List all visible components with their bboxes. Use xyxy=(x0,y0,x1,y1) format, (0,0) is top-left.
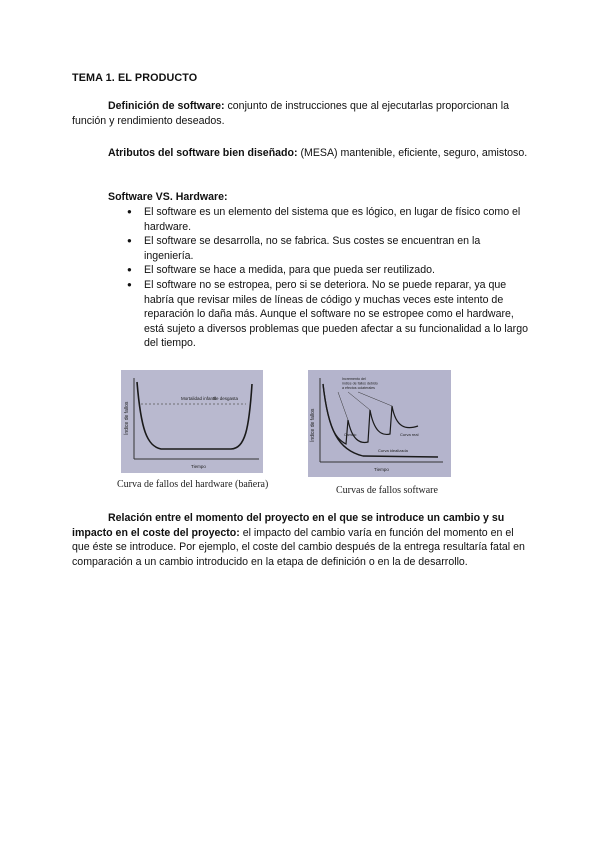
hw-xlabel: Tiempo xyxy=(191,464,206,469)
hw-ylabel: Índice de fallos xyxy=(124,401,130,435)
sw-label-top: Incremento del índice de fallos debido a efectos colaterales xyxy=(342,377,378,390)
attributes-paragraph xyxy=(72,146,532,161)
definition-paragraph xyxy=(72,99,532,128)
software-vs-hardware-list xyxy=(127,205,532,351)
hardware-failure-chart xyxy=(121,370,263,473)
software-failure-figure xyxy=(308,370,451,477)
software-vs-hardware-heading: Software VS. Hardware: xyxy=(108,191,228,203)
definition-text: conjunto de instrucciones que al ejecutarlas proporcionan la función y rendimiento deseados. xyxy=(72,100,509,127)
relation-label: Relación entre el momento del proyecto en el que se introduce un cambio y su impacto en el coste del proyecto: xyxy=(72,512,505,539)
list-item: ● El software no se estropea, pero si se deteriora. No se puede reparar, ya que habría que revisar miles de líneas de código y muchas veces este intento de reparación lo daña más. Aunque el software no se estropee como el hardware, está sujeto a diversos problemas que pueden afectar a su funcionalidad a lo largo del tiempo. xyxy=(127,278,532,351)
definition-label: Definición de software: xyxy=(108,100,225,112)
attributes-label: Atributos del software bien diseñado: xyxy=(108,147,298,159)
list-item: ● El software se hace a medida, para que pueda ser reutilizado. xyxy=(127,263,532,278)
relation-text: el impacto del cambio varía en función del momento en el que éste se introduce. Por ejemplo, el coste del cambio después de la entrega resultaría fatal en comparación a un cambio introducido en la etapa de definición o en la de desarrollo. xyxy=(72,526,525,568)
sw-xlabel: Tiempo xyxy=(374,467,389,472)
hw-label-left: Mortalidad infantil xyxy=(181,396,217,401)
sw-label-change: Cambio xyxy=(344,433,357,437)
sw-ylabel: Índice de fallos xyxy=(310,408,316,442)
hw-label-right: Se desgasta xyxy=(213,396,239,401)
hardware-figure-caption: Curva de fallos del hardware (bañera) xyxy=(117,479,269,490)
sw-label-real: Curva real xyxy=(400,432,419,437)
sw-label-ideal: Curva idealizada xyxy=(378,448,408,453)
list-item: ● El software se desarrolla, no se fabrica. Sus costes se encuentran en la ingeniería. xyxy=(127,234,532,263)
page-title: TEMA 1. EL PRODUCTO xyxy=(72,72,198,84)
attributes-text: (MESA) mantenible, eficiente, seguro, amistoso. xyxy=(297,147,528,159)
software-failure-chart xyxy=(308,370,451,477)
relation-paragraph xyxy=(72,511,532,569)
hardware-failure-figure xyxy=(121,370,263,473)
list-item: ● El software es un elemento del sistema que es lógico, en lugar de físico como el hardware. xyxy=(127,205,532,234)
software-figure-caption: Curvas de fallos software xyxy=(336,485,438,496)
